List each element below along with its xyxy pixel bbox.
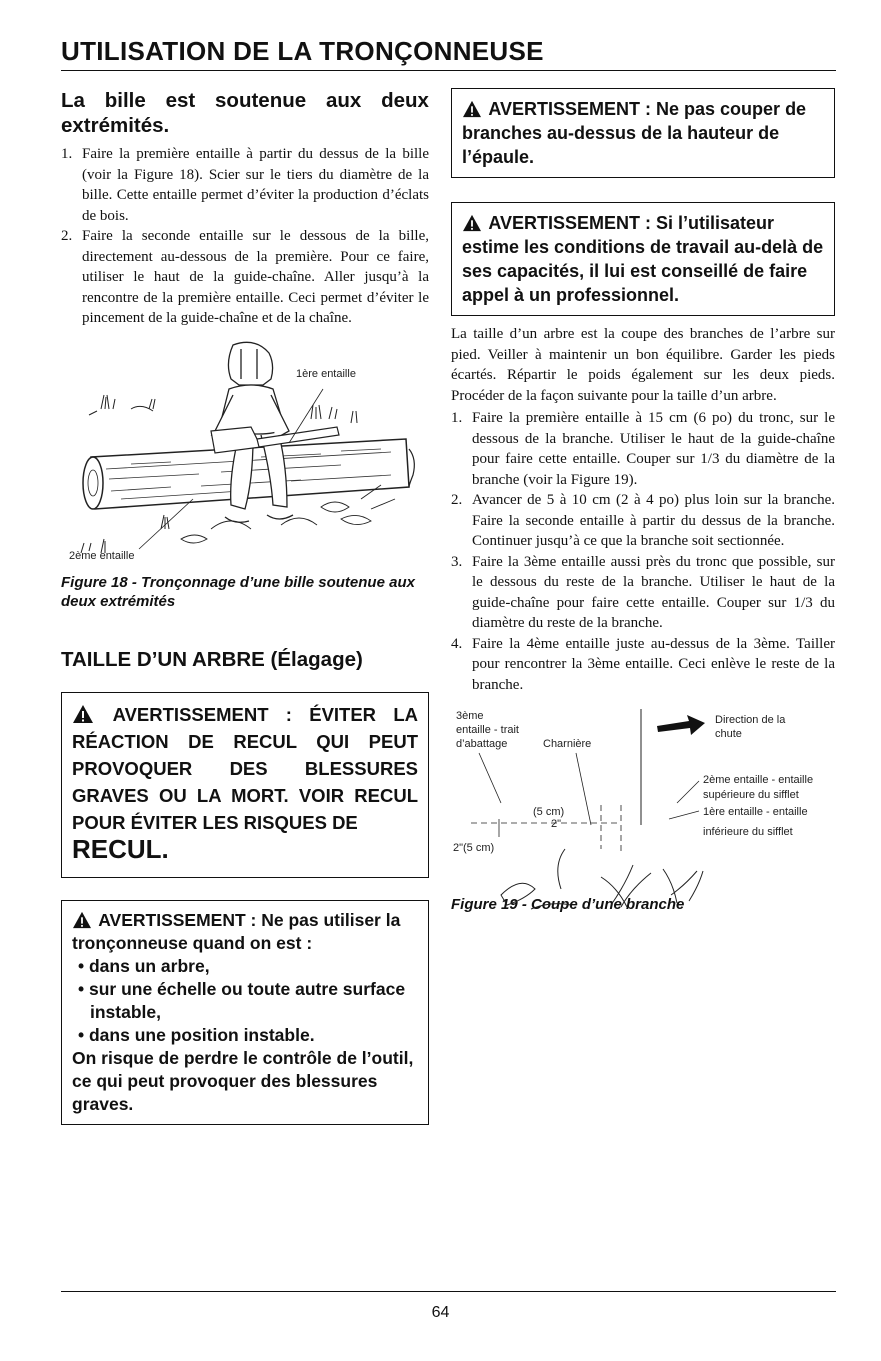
first-cut-label: 1ère entaille - entaille bbox=[703, 806, 808, 818]
page-title: UTILISATION DE LA TRONÇONNEUSE bbox=[61, 36, 544, 66]
dimension-label: (5 cm) bbox=[533, 806, 565, 818]
heading-line-2: extrémités. bbox=[61, 114, 170, 137]
list-item: 3. Faire la 3ème entaille aussi près du tronc que possible, sur le dessous du reste de la branche. Utiliser le haut de la guide-chaîne pour faire cette entaille. Couper sur 1/3 du diamètre du reste de la branche. bbox=[451, 553, 835, 631]
branch-cut-steps bbox=[451, 408, 835, 695]
list-item: • dans une position instable. bbox=[78, 1024, 315, 1045]
figure-19-caption: Figure 19 - Coupe d’une branche bbox=[451, 896, 685, 913]
list-item: 4. Faire la 4ème entaille juste au-dessus de la 3ème. Tailler pour rencontrer la 3ème entaille. Ceci enlève le reste de la branche. bbox=[451, 635, 835, 693]
warning-icon bbox=[462, 214, 482, 232]
hinge-label: Charnière bbox=[543, 738, 592, 750]
list-item: 2. Avancer de 5 à 10 cm (2 à 4 po) plus loin sur la branche. Faire la seconde entaille à partir du dessus de la branche. Continuer jusqu’à ce que la branche soit sectionnée. bbox=[451, 492, 835, 549]
page-number: 64 bbox=[431, 1304, 450, 1321]
foliage bbox=[501, 849, 703, 909]
unstable-conditions-list bbox=[72, 955, 418, 1047]
right-column bbox=[451, 88, 835, 914]
list-item: 2. Faire la seconde entaille sur le dessous de la bille, directement au-dessous de la première. Pour ce faire, utiliser le haut de la guide-chaîne. Aller jusqu’à la rencontre de la première entaille. Ceci permet d’éviter le pincement de la guide-chaîne et de la chaîne. bbox=[61, 228, 429, 326]
fall-direction-arrow-icon bbox=[657, 715, 705, 735]
second-cut-label: supérieure du sifflet bbox=[703, 789, 799, 801]
second-cut-label: 2ème entaille bbox=[69, 549, 135, 562]
heading-line-1: La bille est soutenue aux deux bbox=[61, 89, 429, 112]
dimension-label: 2" bbox=[551, 818, 562, 830]
list-item: • dans un arbre, bbox=[78, 955, 210, 976]
warning-box-kickback: AVERTISSEMENT : ÉVITER LA RÉACTION DE RECUL QUI PEUT PROVOQUER DES BLESSURES GRAVES OU LA MORT. VOIR RECUL POUR ÉVITER LES RISQUES DE RECUL. bbox=[61, 692, 429, 878]
warning-box-unstable-position: AVERTISSEMENT : Ne pas utiliser la tronçonneuse quand on est : • dans un arbre, • sur une échelle ou toute autre surface instable, • dans une position instable. On risque de perdre le contrôle de l’outil, ce qui peut provoquer des blessures graves. bbox=[61, 900, 429, 1125]
section-heading-log-supported bbox=[61, 88, 429, 138]
figure-18-caption: Figure 18 - Tronçonnage d’une bille soutenue aux deux extrémités bbox=[61, 573, 415, 610]
warning-box-professional: AVERTISSEMENT : Si l’utilisateur estime les conditions de travail au-delà de ses capacités, il lui est conseillé de faire appel à un professionnel. bbox=[451, 202, 835, 316]
warning-box-shoulder-height: AVERTISSEMENT : Ne pas couper de branches au-dessus de la hauteur de l’épaule. bbox=[451, 88, 835, 178]
third-cut-label: d’abattage bbox=[456, 738, 508, 750]
fall-direction-label: chute bbox=[715, 728, 742, 740]
second-cut-label: 2ème entaille - entaille bbox=[703, 774, 814, 786]
log-cutting-illustration bbox=[61, 339, 429, 571]
fall-direction-label: Direction de la bbox=[715, 714, 786, 726]
left-column bbox=[61, 88, 429, 1125]
warning-icon bbox=[72, 911, 92, 929]
warning-icon bbox=[462, 100, 482, 118]
first-cut-label: 1ère entaille bbox=[296, 367, 356, 380]
log-cut-steps bbox=[61, 144, 429, 329]
figure-19 bbox=[451, 707, 835, 825]
list-item: 1. Faire la première entaille à 15 cm (6 po) du tronc, sur le dessous de la branche. Utiliser le haut de la guide-chaîne pour faire cette entaille. Couper sur 1/3 du diamètre de la branche (voir la Figure 19). bbox=[451, 410, 835, 488]
warning-consequence: On risque de perdre le contrôle de l’outil, ce qui peut provoquer des blessures graves. bbox=[72, 1047, 414, 1114]
section-heading-pruning: TAILLE D’UN ARBRE (Élagage) bbox=[61, 647, 363, 671]
title-divider bbox=[61, 70, 836, 71]
first-cut-label: inférieure du sifflet bbox=[703, 826, 793, 838]
warning-icon bbox=[72, 704, 94, 724]
list-item: • sur une échelle ou toute autre surface instable, bbox=[78, 978, 406, 1022]
third-cut-label: entaille - trait bbox=[456, 724, 519, 736]
third-cut-label: 3ème bbox=[456, 710, 484, 722]
list-item: 1. Faire la première entaille à partir du dessus de la bille (voir la Figure 18). Scier sur le tiers du diamètre de la bille. Cette entaille permet d’éviter la production d’éclats de bois. bbox=[61, 146, 429, 224]
dimension-label: 2"(5 cm) bbox=[453, 842, 495, 854]
footer-divider bbox=[61, 1291, 836, 1292]
pruning-intro: La taille d’un arbre est la coupe des branches de l’arbre sur pied. Veiller à maintenir un bon équilibre. Garder les pieds écartés. Répartir le poids également sur les deux pieds. Procéder de la façon suivante pour la taille d’un arbre. bbox=[451, 326, 835, 404]
branch-cut-diagram bbox=[451, 707, 835, 825]
figure-18 bbox=[61, 339, 429, 571]
